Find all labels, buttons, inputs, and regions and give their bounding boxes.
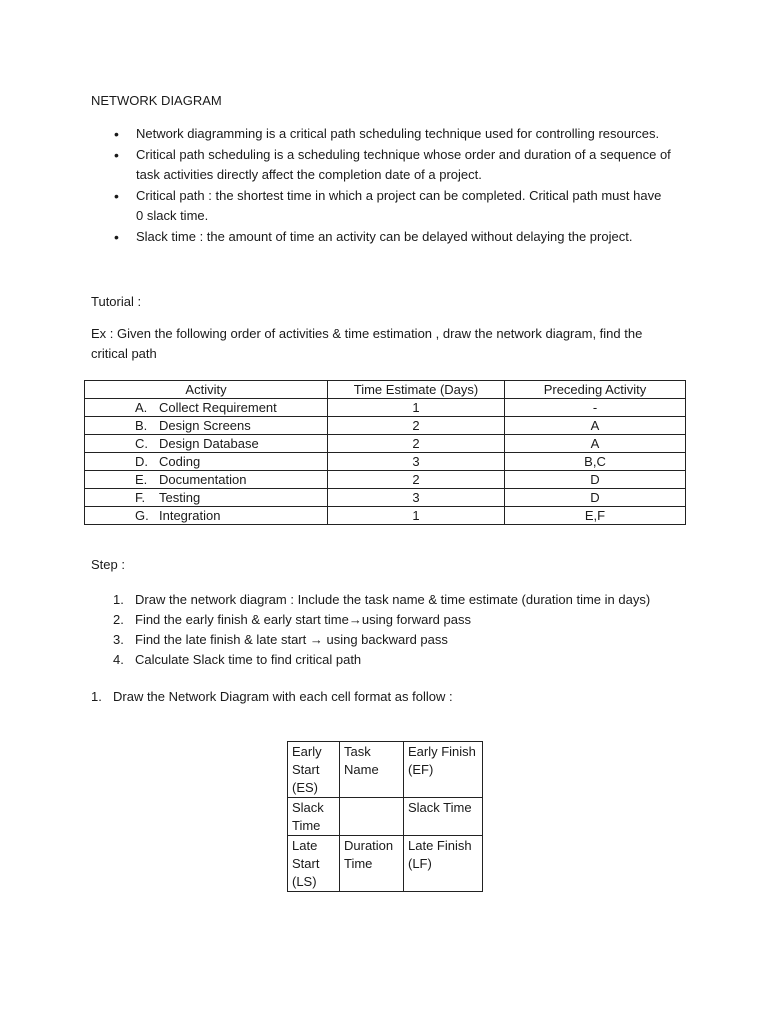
slack-time-cell: Slack Time — [404, 798, 483, 836]
section-number: 1. — [91, 689, 102, 704]
early-finish-cell: Early Finish (EF) — [404, 742, 483, 798]
section-text: Draw the Network Diagram with each cell format as follow : — [113, 689, 453, 704]
definition-bullet-list — [112, 124, 672, 248]
activity-name: Design Screens — [159, 418, 251, 433]
cell-format-row — [288, 836, 483, 892]
column-header-preceding-activity: Preceding Activity — [505, 381, 686, 399]
preceding-activity-cell: A — [505, 435, 686, 453]
activity-table — [84, 380, 686, 525]
activity-letter: B. — [135, 418, 148, 433]
time-estimate-cell: 2 — [328, 471, 505, 489]
step-text: Calculate Slack time to find critical path — [135, 652, 362, 667]
table-row — [85, 453, 686, 471]
duration-time-cell: Duration Time — [340, 836, 404, 892]
cell-format-row — [288, 742, 483, 798]
activity-letter: G. — [135, 508, 149, 523]
column-header-activity: Activity — [85, 381, 328, 399]
activity-cell — [85, 489, 328, 507]
section-heading — [91, 689, 453, 704]
page-title: NETWORK DIAGRAM — [91, 93, 222, 108]
time-estimate-cell: 1 — [328, 399, 505, 417]
step-number: 4. — [113, 652, 124, 667]
time-estimate-cell: 1 — [328, 507, 505, 525]
preceding-activity-cell: D — [505, 489, 686, 507]
activity-name: Coding — [159, 454, 201, 469]
cell-format-row — [288, 798, 483, 836]
step-item — [113, 610, 650, 630]
step-label: Step : — [91, 557, 125, 572]
step-item — [113, 590, 650, 610]
activity-name: Documentation — [159, 472, 247, 487]
activity-cell — [85, 507, 328, 525]
step-item — [113, 650, 650, 670]
time-estimate-cell: 3 — [328, 489, 505, 507]
table-row — [85, 435, 686, 453]
table-row — [85, 489, 686, 507]
activity-letter: F. — [135, 490, 146, 505]
time-estimate-cell: 2 — [328, 435, 505, 453]
activity-letter: E. — [135, 472, 148, 487]
table-header-row — [85, 381, 686, 399]
preceding-activity-cell: A — [505, 417, 686, 435]
slack-time-cell: Slack Time — [288, 798, 340, 836]
bullet-item: • Slack time : the amount of time an activity can be delayed without delaying the project. — [112, 227, 672, 247]
activity-name: Design Database — [159, 436, 259, 451]
task-name-cell: Task Name — [340, 742, 404, 798]
table-row — [85, 471, 686, 489]
activity-cell — [85, 471, 328, 489]
activity-letter: A. — [135, 400, 148, 415]
preceding-activity-cell: B,C — [505, 453, 686, 471]
exercise-text-line1: Ex : Given the following order of activities & time estimation , draw the network diagram, find the — [91, 326, 643, 341]
step-number: 1. — [113, 592, 124, 607]
column-header-time-estimate: Time Estimate (Days) — [328, 381, 505, 399]
step-number: 2. — [113, 612, 124, 627]
bullet-item: • Critical path : the shortest time in which a project can be completed. Critical path must have 0 slack time. — [112, 186, 672, 226]
activity-letter: C. — [135, 436, 148, 451]
step-text: Find the early finish & early start time→using forward pass — [135, 612, 471, 627]
activity-cell — [85, 453, 328, 471]
preceding-activity-cell: - — [505, 399, 686, 417]
step-number: 3. — [113, 632, 124, 647]
activity-name: Integration — [159, 508, 221, 523]
table-row — [85, 417, 686, 435]
time-estimate-cell: 2 — [328, 417, 505, 435]
preceding-activity-cell: D — [505, 471, 686, 489]
activity-cell — [85, 435, 328, 453]
cell-format-table — [287, 741, 483, 892]
activity-cell — [85, 399, 328, 417]
empty-cell — [340, 798, 404, 836]
bullet-item: • Network diagramming is a critical path scheduling technique used for controlling resources. — [112, 124, 672, 144]
tutorial-label: Tutorial : — [91, 294, 142, 309]
preceding-activity-cell: E,F — [505, 507, 686, 525]
late-start-cell: Late Start (LS) — [288, 836, 340, 892]
bullet-item: • Critical path scheduling is a scheduling technique whose order and duration of a sequence of task activities directly affect the completion date of a project. — [112, 145, 672, 185]
late-finish-cell: Late Finish (LF) — [404, 836, 483, 892]
table-row — [85, 399, 686, 417]
step-text: Find the late finish & late start → using backward pass — [135, 632, 448, 647]
step-item — [113, 630, 650, 650]
activity-cell — [85, 417, 328, 435]
table-row — [85, 507, 686, 525]
activity-name: Testing — [159, 490, 201, 505]
time-estimate-cell: 3 — [328, 453, 505, 471]
activity-letter: D. — [135, 454, 148, 469]
activity-name: Collect Requirement — [159, 400, 277, 415]
exercise-text-line2: critical path — [91, 346, 157, 361]
step-text: Draw the network diagram : Include the task name & time estimate (duration time in days) — [135, 592, 651, 607]
early-start-cell: Early Start (ES) — [288, 742, 340, 798]
step-list — [113, 590, 650, 670]
